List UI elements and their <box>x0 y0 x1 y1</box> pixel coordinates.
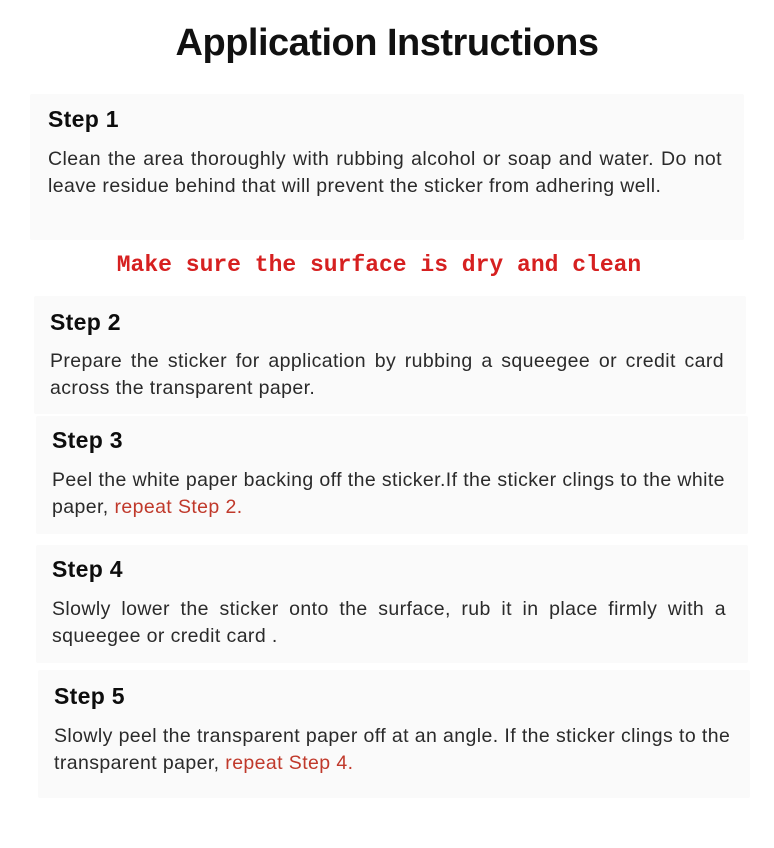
step-2-heading: Step 2 <box>50 309 121 335</box>
step-1-text-main: Clean the area thoroughly with rubbing alcohol or soap and water. Do not leave residue behind that will prevent the sticker from adhering well. <box>48 148 722 197</box>
step-3-heading: Step 3 <box>52 427 123 453</box>
step-1-heading: Step 1 <box>48 106 119 132</box>
surface-warning: Make sure the surface is dry and clean <box>116 252 642 278</box>
step-5-heading: Step 5 <box>54 683 125 709</box>
step-4-text <box>52 596 726 650</box>
step-2-text-main: Prepare the sticker for application by rubbing a squeegee or credit card across the transparent paper. <box>50 350 724 399</box>
step-2-text <box>50 348 724 402</box>
step-4-heading: Step 4 <box>52 556 123 582</box>
step-3-text-main: Peel the white paper backing off the sticker.If the sticker clings to the white paper, <box>52 469 725 518</box>
step-3-text <box>52 467 742 521</box>
step-3-repeat-link: repeat Step 2. <box>114 496 243 518</box>
step-1-text <box>48 146 722 200</box>
step-4-text-main: Slowly lower the sticker onto the surface, rub it in place firmly with a squeegee or credit card . <box>52 598 726 647</box>
page-title: Application Instructions <box>175 22 599 64</box>
step-5-repeat-link: repeat Step 4. <box>225 752 354 774</box>
step-5-text-main: Slowly peel the transparent paper off at an angle. If the sticker clings to the transparent paper, <box>54 725 731 774</box>
step-5-text <box>54 723 744 777</box>
